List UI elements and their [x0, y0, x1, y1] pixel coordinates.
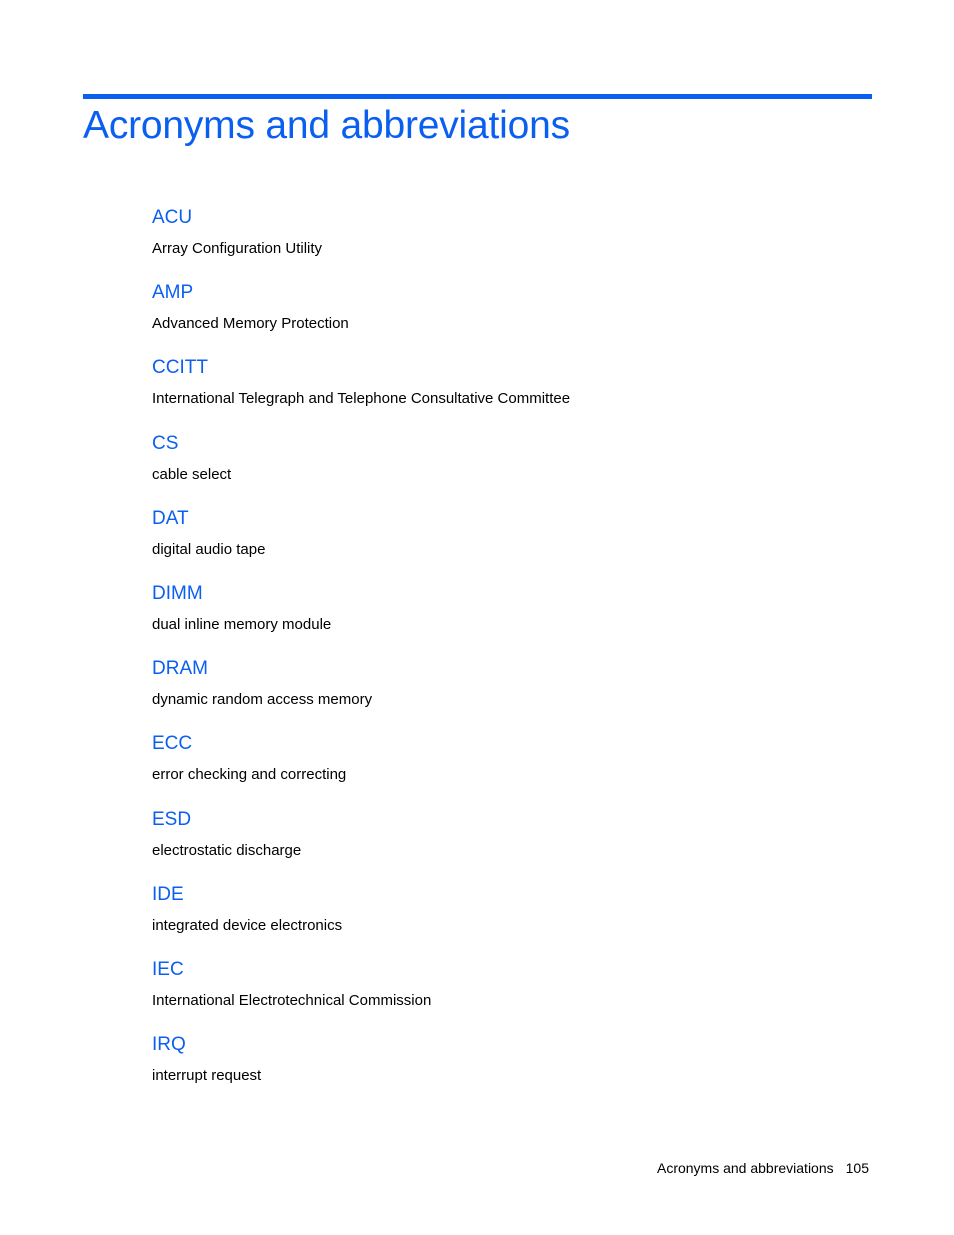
acronym-entry: [152, 882, 852, 957]
acronym-term[interactable]: CCITT: [152, 357, 208, 379]
acronym-entry: [152, 205, 852, 280]
acronym-entry: [152, 355, 852, 430]
acronym-term[interactable]: DRAM: [152, 658, 208, 680]
acronym-definition: interrupt request: [152, 1067, 262, 1085]
acronym-entry: [152, 807, 852, 882]
acronym-entry: [152, 506, 852, 581]
acronym-term[interactable]: ECC: [152, 733, 193, 755]
page-number: 105: [845, 1160, 869, 1176]
acronym-definition: electrostatic discharge: [152, 841, 302, 859]
acronym-entry: [152, 957, 852, 1032]
acronym-list: [152, 205, 852, 1107]
acronym-term[interactable]: IRQ: [152, 1034, 186, 1056]
title-rule: [83, 94, 872, 99]
acronym-term[interactable]: DAT: [152, 507, 189, 529]
acronym-definition: International Telegraph and Telephone Consultative Committee: [152, 390, 571, 408]
acronym-term[interactable]: DIMM: [152, 582, 203, 604]
acronym-entry: [152, 1032, 852, 1107]
acronym-entry: [152, 656, 852, 731]
footer-section-title: Acronyms and abbreviations: [656, 1160, 834, 1176]
acronym-definition: integrated device electronics: [152, 916, 343, 934]
acronym-definition: digital audio tape: [152, 540, 266, 558]
acronym-entry: [152, 731, 852, 806]
acronym-definition: Array Configuration Utility: [152, 240, 323, 257]
acronym-term[interactable]: AMP: [152, 282, 194, 304]
acronym-term[interactable]: ACU: [152, 207, 193, 228]
acronym-entry: [152, 581, 852, 656]
acronym-term[interactable]: CS: [152, 432, 179, 454]
acronym-term[interactable]: IEC: [152, 958, 184, 980]
page-footer: [657, 1158, 869, 1178]
acronym-term[interactable]: IDE: [152, 883, 184, 905]
acronym-definition: Advanced Memory Protection: [152, 315, 349, 333]
acronym-definition: dynamic random access memory: [152, 691, 373, 709]
acronym-entry: [152, 280, 852, 355]
acronym-definition: International Electrotechnical Commission: [152, 991, 432, 1009]
page-title: Acronyms and abbreviations: [83, 104, 570, 147]
acronym-definition: dual inline memory module: [152, 615, 332, 633]
acronym-entry: [152, 431, 852, 506]
acronym-definition: cable select: [152, 465, 232, 483]
acronym-term[interactable]: ESD: [152, 808, 192, 830]
acronym-definition: error checking and correcting: [152, 766, 347, 784]
